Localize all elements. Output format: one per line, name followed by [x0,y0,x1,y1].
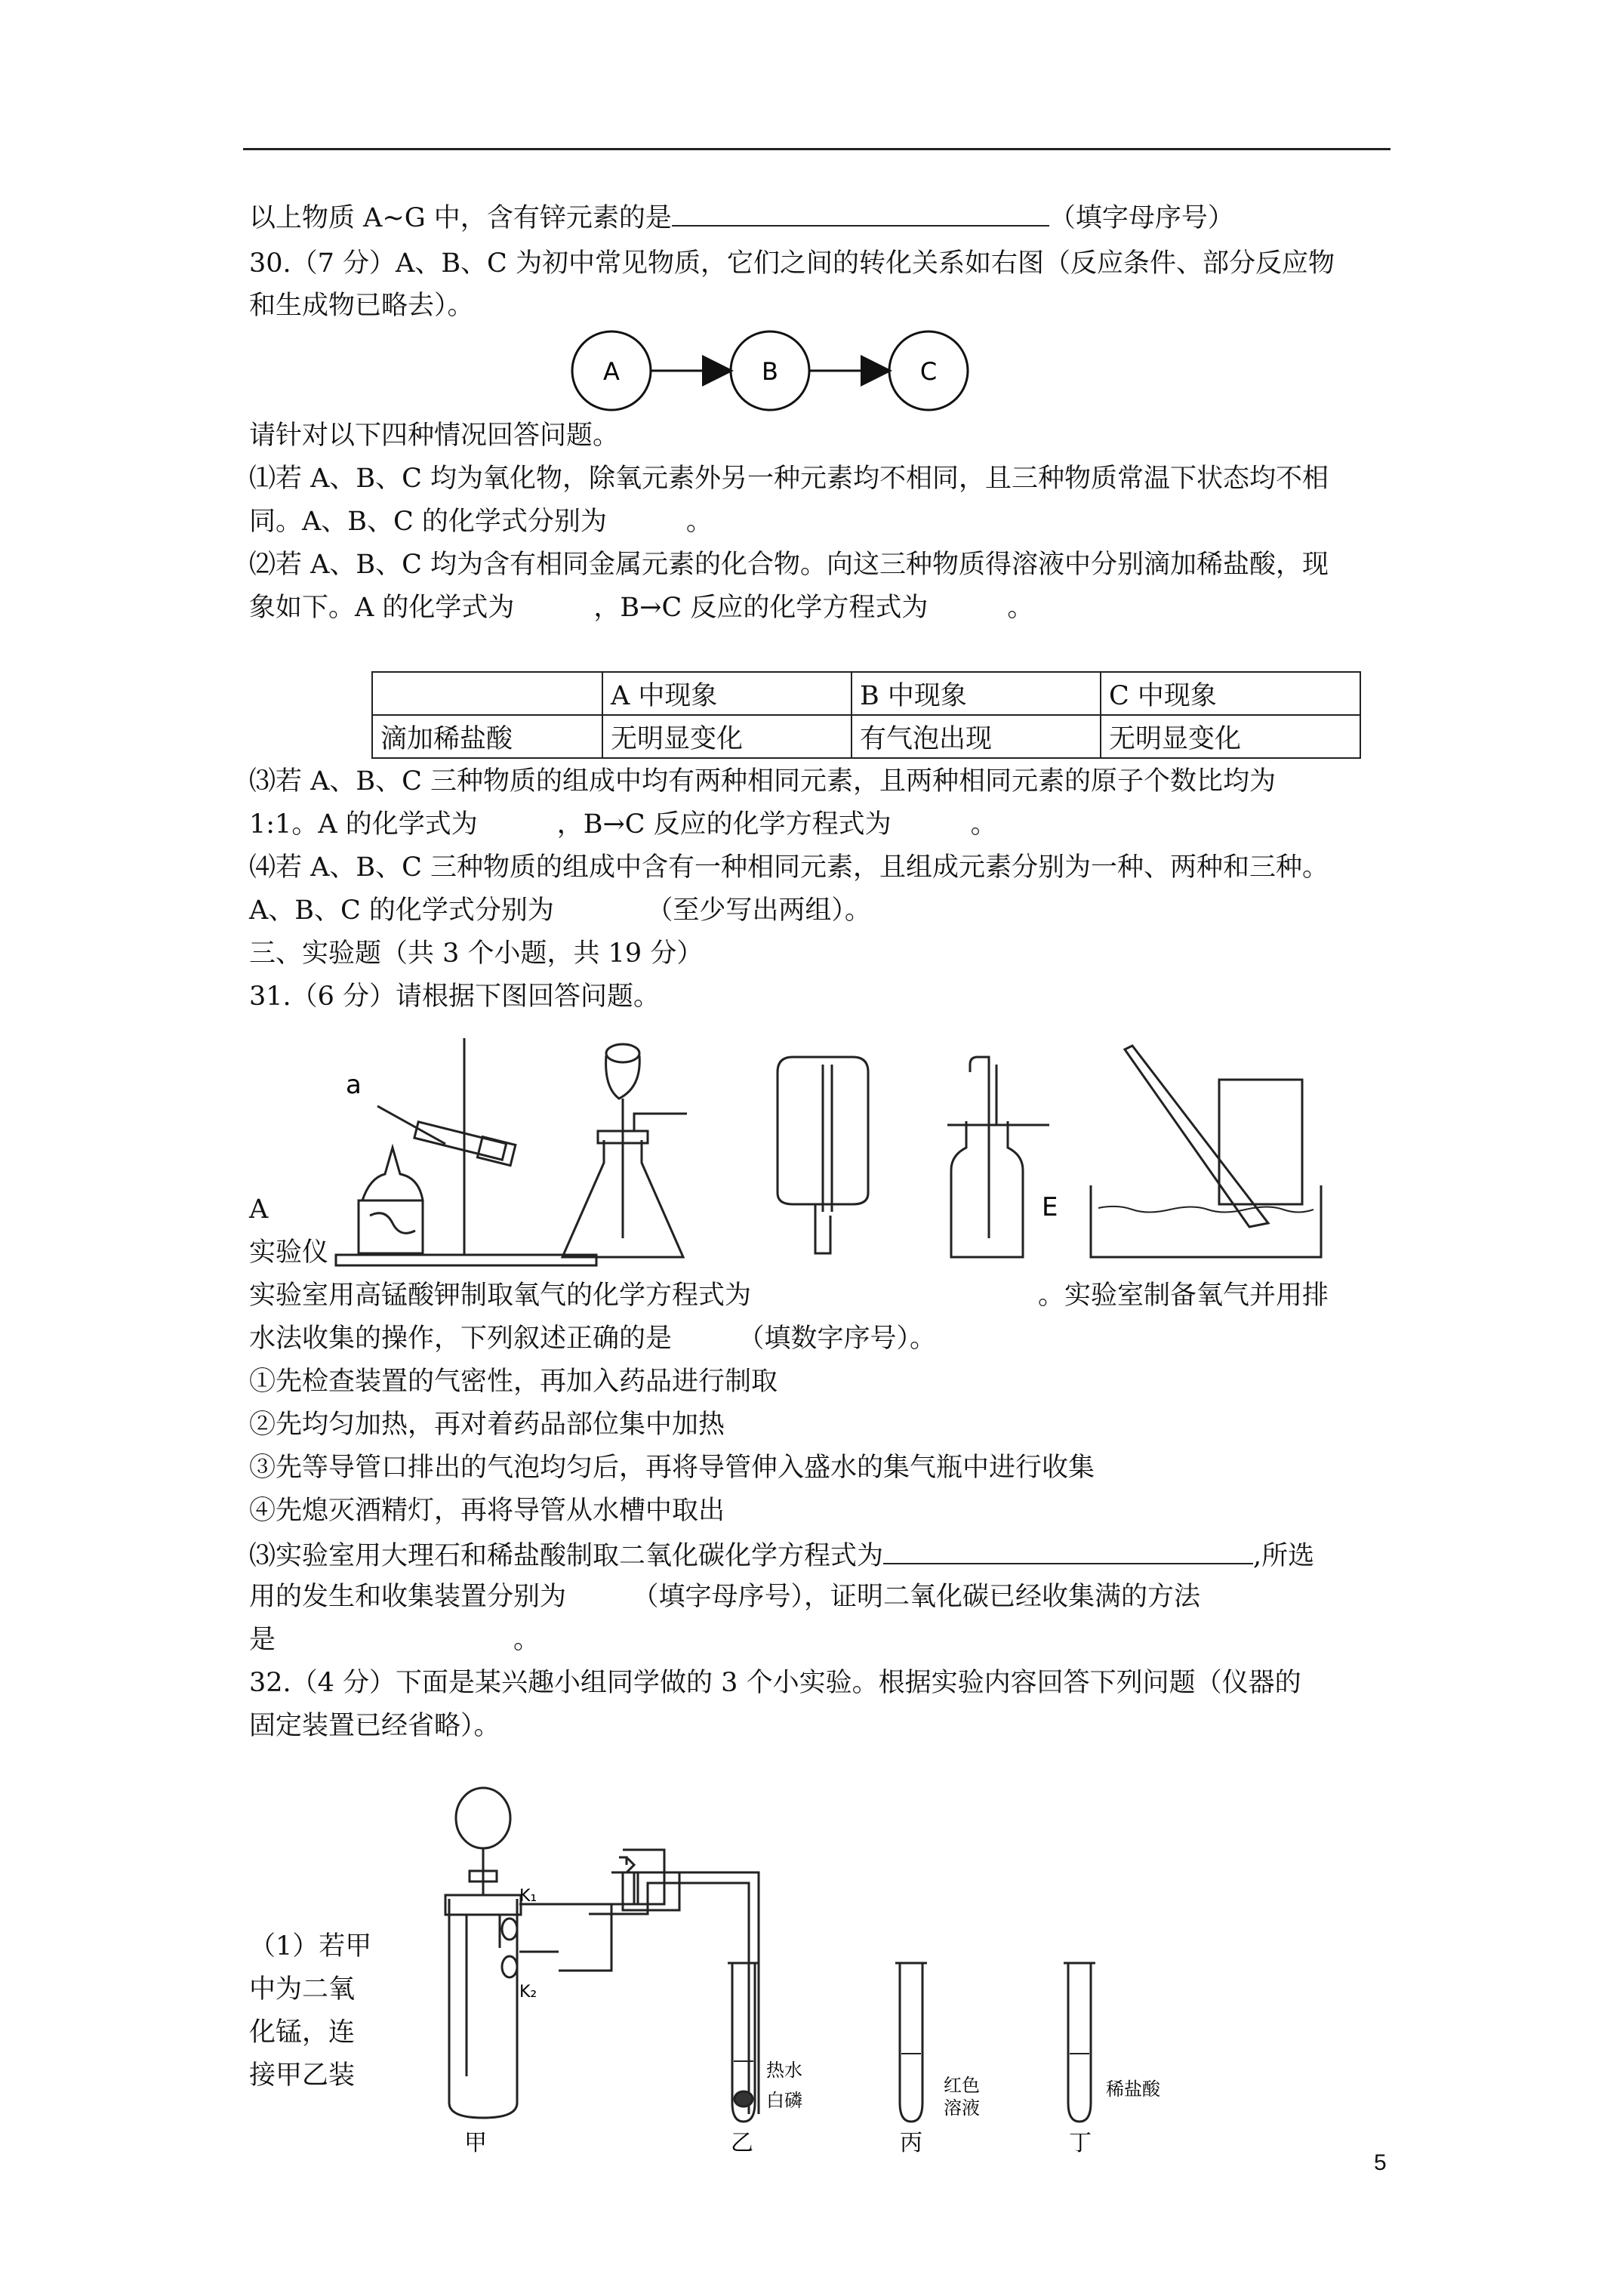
q31-option-3: ③先等导管口排出的气泡均匀后，再将导管伸入盛水的集气瓶中进行收集 [249,1453,1095,1483]
q31-line1-tail: 。实验室制备氧气并用排 [1038,1281,1329,1311]
apparatus-c-bottle [778,1057,868,1253]
table-cell [372,672,602,715]
q31-line1-text: 实验室用高锰酸钾制取氧气的化学方程式为 [249,1281,752,1311]
q30-part1-line2: 同。A、B、C 的化学式分别为 。 [249,507,713,537]
table-cell: 滴加稀盐酸 [372,715,602,758]
q30-part1-line1: ⑴若 A、B、C 均为氧化物，除氧元素外另一种元素均不相同，且三种物质常温下状态均不相 [249,464,1329,494]
observation-table [371,671,1361,759]
label-a-pointer: a [346,1070,362,1100]
q32-side-text-4: 接甲乙装 [249,2060,356,2091]
q29-tail-suffix: （填字母序号） [1049,203,1234,233]
q32-side-text-1: （1）若甲 [249,1931,372,1962]
label-A: A [249,1194,269,1225]
label-dilute-hcl: 稀盐酸 [1106,2079,1160,2100]
label-bing: 丙 [900,2130,922,2156]
q31-line2: 水法收集的操作，下列叙述正确的是 （填数字序号）。 [249,1324,937,1354]
q31-part3-line2: 用的发生和收集装置分别为 （填字母序号），证明二氧化碳已经收集满的方法 [249,1582,1201,1612]
q30-part3-line2: 1:1。A 的化学式为 ，B→C 反应的化学方程式为 。 [249,809,997,840]
q32-stem-line2: 固定装置已经省略）。 [249,1711,500,1741]
label-ding: 丁 [1069,2130,1092,2156]
node-b-label: B [762,357,778,386]
label-red-solution-1: 红色 [944,2075,980,2096]
label-red-solution-2: 溶液 [944,2097,980,2119]
table-cell: 无明显变化 [1101,715,1360,758]
q30-part3-line1: ⑶若 A、B、C 三种物质的组成中均有两种相同元素，且两种相同元素的原子个数比均为 [249,766,1277,797]
q31-part3-line3: 是 。 [249,1625,540,1655]
q32-side-text-3: 化锰，连 [249,2017,356,2048]
table-header-row [372,672,1360,715]
apparatus-f-water-trough [1091,1046,1321,1257]
q29-tail-line [249,199,1234,235]
table-cell: A 中现象 [602,672,852,715]
q31-stem: 31.（6 分）请根据下图回答问题。 [249,982,661,1012]
q30-part4-line2: A、B、C 的化学式分别为 （至少写出两组）。 [249,895,871,926]
table-cell: C 中现象 [1101,672,1360,715]
q31-part3-tail: ,所选 [1253,1541,1315,1571]
apparatus-d-gas-bottle [947,1057,1049,1257]
header-rule [243,148,1390,150]
q32-side-text-2: 中为二氧 [249,1974,356,2005]
table-row [372,715,1360,758]
label-k1: K₁ [519,1887,537,1906]
q31-line1 [249,1279,1329,1312]
q30-stem-line1: 30.（7 分）A、B、C 为初中常见物质，它们之间的转化关系如右图（反应条件、部分反应物 [249,248,1335,279]
conversion-diagram [559,328,981,413]
q31-option-1: ①先检查装置的气密性，再加入药品进行制取 [249,1367,778,1397]
test-tube-bing [895,1963,927,2122]
answer-blank [672,199,1049,227]
q30-stem-line2: 和生成物已略去）。 [249,291,474,321]
q30-part4-line1: ⑷若 A、B、C 三种物质的组成中含有一种相同元素，且组成元素分别为一种、两种和三种。 [249,852,1329,883]
node-a-label: A [603,357,620,386]
figure-caption-partial: 实验仪 [249,1237,329,1268]
apparatus-jia [445,1788,679,2118]
q31-option-4: ④先熄灭酒精灯，再将导管从水槽中取出 [249,1496,725,1526]
test-tube-yi [728,1963,759,2122]
table-cell: 无明显变化 [602,715,852,758]
section-3-heading: 三、实验题（共 3 个小题，共 19 分） [249,938,704,969]
label-yi: 乙 [731,2130,753,2156]
q32-stem-line1: 32.（4 分）下面是某兴趣小组同学做的 3 个小实验。根据实验内容回答下列问题（仪器的 [249,1668,1301,1698]
q30-part2-line1: ⑵若 A、B、C 均为含有相同金属元素的化合物。向这三种物质得溶液中分别滴加稀盐酸，现 [249,550,1329,580]
apparatus-b-flask [562,1044,687,1257]
node-c-label: C [919,357,938,386]
apparatus-a-heating [336,1038,596,1265]
test-tube-ding [1064,1963,1095,2122]
q30-intro: 请针对以下四种情况回答问题。 [249,421,620,451]
q31-part3-text: ⑶实验室用大理石和稀盐酸制取二氧化碳化学方程式为 [249,1541,884,1571]
q32-apparatus-figure [423,1774,1291,2156]
label-hot-water: 热水 [766,2060,802,2081]
q31-apparatus-figure [332,1034,1359,1276]
label-e: E [1042,1192,1058,1222]
table-cell: 有气泡出现 [852,715,1101,758]
label-k2: K₂ [519,1983,537,2002]
q29-tail-text: 以上物质 A~G 中，含有锌元素的是 [249,203,672,233]
q31-option-2: ②先均匀加热，再对着药品部位集中加热 [249,1410,725,1440]
q31-part3-line1 [249,1537,1314,1573]
label-jia: 甲 [464,2130,487,2156]
label-white-phosphorus: 白磷 [766,2090,802,2111]
page-number: 5 [1374,2150,1387,2175]
q30-part2-line2: 象如下。A 的化学式为 ，B→C 反应的化学方程式为 。 [249,593,1034,623]
answer-blank [883,1537,1253,1564]
table-cell: B 中现象 [852,672,1101,715]
